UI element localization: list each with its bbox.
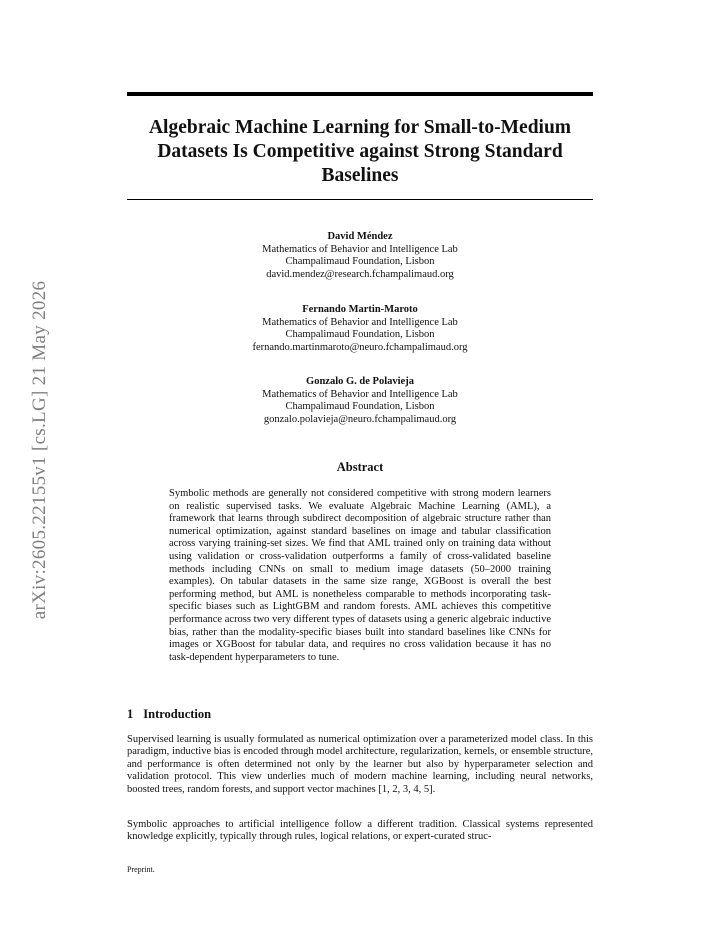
intro-paragraph-2: Symbolic approaches to artificial intelligence follow a different tradition. Classical systems represented knowledge explicitly, typically through rules, logical relations, or expert-curated struc-	[127, 819, 593, 843]
author-name: David Méndez	[327, 231, 393, 242]
author-email: fernando.martinmaroto@neuro.fchampalimaud.org	[252, 341, 468, 353]
abstract-heading: Abstract	[336, 460, 384, 474]
title-line-1: Algebraic Machine Learning for Small-to-Medium	[148, 117, 572, 138]
abstract-text: Symbolic methods are generally not considered competitive with strong modern learners on realistic supervised tasks. We evaluate Algebraic Machine Learning (AML), a framework that learns through subdirect decomposition of algebraic structure rather than numerical optimization, against standard baselines on image and tabular classification across varying training-set sizes. We find that AML trained only on training data without using validation or cross-validation outperforms a family of cross-validated baseline methods including CNNs on small to medium image datasets (50–2000 training examples). On tabular datasets in the same size range, XGBoost is overall the best performing method, but AML is nonetheless comparable to methods incorporating task-specific biases such as LightGBM and random forests. AML achieves this competitive performance across two very different types of datasets using a generic algebraic inductive bias, rather than the modality-specific biases built into standard baselines like CNNs for images or XGBoost for tabular data, and requires no cross validation because it has no task-dependent hyperparameters to tune.	[169, 488, 551, 663]
author-institution: Champalimaud Foundation, Lisbon	[285, 401, 435, 412]
author-lab: Mathematics of Behavior and Intelligence Lab	[262, 243, 458, 255]
author-lab: Mathematics of Behavior and Intelligence Lab	[262, 388, 458, 400]
author-email: gonzalo.polavieja@neuro.fchampalimaud.org	[263, 413, 457, 425]
author-lab: Mathematics of Behavior and Intelligence Lab	[262, 316, 458, 328]
title-line-2: Datasets Is Competitive against Strong Standard	[157, 141, 563, 162]
author-email: david.mendez@research.fchampalimaud.org	[266, 268, 454, 280]
arxiv-identifier: arXiv:2605.22155v1 [cs.LG] 21 May 2026	[29, 280, 50, 620]
intro-paragraph-1: Supervised learning is usually formulated as numerical optimization over a parameterized model class. In this paradigm, inductive bias is encoded through model architecture, regularization, kernels, or ensemble structure, and performance is often determined not only by the learner but also by hyperparameter selection and validation protocol. This view underlies much of modern machine learning, including neural networks, boosted trees, random forests, and support vector machines [1, 2, 3, 4, 5].	[127, 734, 593, 795]
author-name: Gonzalo G. de Polavieja	[306, 376, 414, 387]
section-number: 1	[127, 707, 134, 721]
section-heading	[127, 707, 211, 722]
author-block-1	[127, 231, 593, 281]
author-name: Fernando Martin-Maroto	[302, 304, 418, 315]
title-bottom-rule	[127, 199, 593, 200]
section-title: Introduction	[143, 707, 212, 721]
title-line-3: Baselines	[321, 165, 399, 186]
author-block-2	[127, 304, 593, 354]
author-institution: Champalimaud Foundation, Lisbon	[285, 256, 435, 267]
author-block-3	[127, 376, 593, 426]
author-institution: Champalimaud Foundation, Lisbon	[285, 329, 435, 340]
paper-title	[127, 116, 593, 188]
title-top-rule	[127, 92, 593, 96]
preprint-footer: Preprint.	[127, 865, 155, 874]
